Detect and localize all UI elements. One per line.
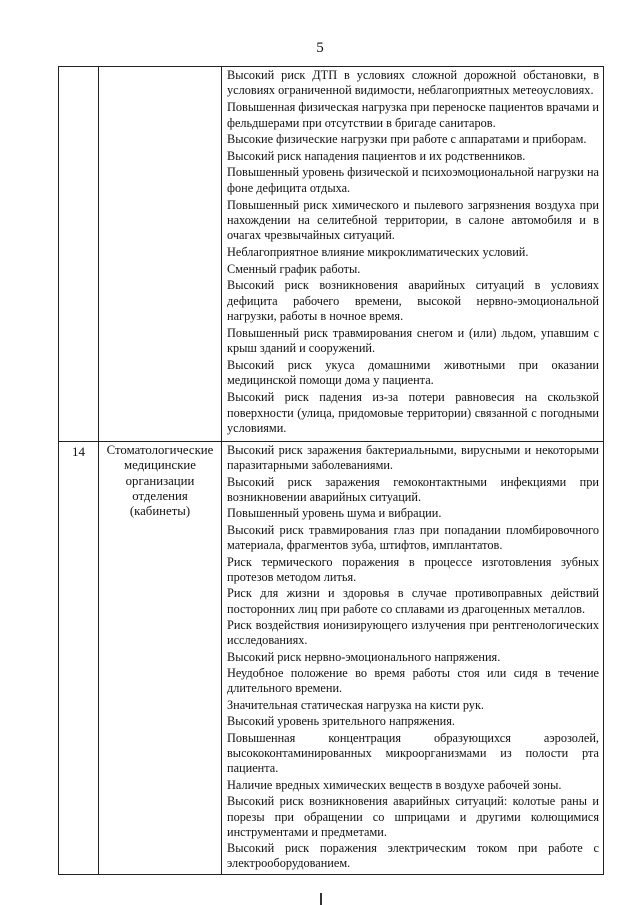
risk-item: Высокий риск нападения пациентов и их родственников. xyxy=(227,148,526,163)
table-row xyxy=(59,442,604,875)
row-number-cell xyxy=(59,67,99,442)
risk-item: Высокие физические нагрузки при работе с аппаратами и приборам. xyxy=(227,132,587,147)
risk-item: Повышенная концентрация образующихся аэрозолей, высококонтаминированных микроорганизмами из полости рта пациента. xyxy=(227,730,599,776)
risk-item: Неудобное положение во время работы стоя или сидя в течение длительного времени. xyxy=(227,666,599,696)
risk-item: Высокий риск поражения электрическим током при работе с электрооборудованием. xyxy=(227,841,599,871)
risk-item: Риск для жизни и здоровья в случае противоправных действий посторонних лиц при работе со сплавами из драгоценных металлов. xyxy=(227,586,599,616)
risk-item: Сменный график работы. xyxy=(227,261,361,276)
risk-table xyxy=(58,66,604,875)
risk-item: Высокий риск ДТП в условиях сложной дорожной обстановки, в условиях ограниченной видимости, неблагоприятных метеоусловиях. xyxy=(227,68,599,98)
risk-item: Значительная статическая нагрузка на кисти рук. xyxy=(227,697,485,712)
scan-margin-mark xyxy=(320,893,326,905)
risk-item: Высокий риск нервно-эмоционального напряжения. xyxy=(227,649,501,664)
risk-item: Высокий уровень зрительного напряжения. xyxy=(227,714,455,729)
risk-item: Высокий риск укуса домашними животными при оказании медицинской помощи дома у пациента. xyxy=(227,358,599,388)
table-row xyxy=(59,67,604,442)
risk-item: Высокий риск возникновения аварийных ситуаций в условиях дефицита рабочего времени, высокой нервно-эмоциональной нагрузки, работы в ночное время. xyxy=(227,278,599,324)
risk-item: Высокий риск заражения гемоконтактными инфекциями при возникновении аварийных ситуаций. xyxy=(227,474,599,504)
organization-line: (кабинеты) xyxy=(129,504,191,519)
organization-cell xyxy=(99,67,222,442)
risk-item: Высокий риск падения из-за потери равновесия на скользкой поверхности (улица, придомовые территории) связанной с погодными условиями. xyxy=(227,390,599,436)
risk-item: Риск воздействия ионизирующего излучения при рентгенологических исследованиях. xyxy=(227,618,599,648)
risk-item: Повышенная физическая нагрузка при переноске пациентов врачами и фельдшерами при отсутствии в бригаде санитаров. xyxy=(227,100,599,130)
risk-item: Повышенный уровень физической и психоэмоциональной нагрузки на фоне дефицита отдыха. xyxy=(227,165,599,195)
risk-item: Повышенный риск травмирования снегом и (или) льдом, упавшим с крыш зданий и сооружений. xyxy=(227,325,599,356)
risk-item: Повышенный уровень шума и вибрации. xyxy=(227,506,442,521)
risk-list-cell xyxy=(222,442,604,875)
risk-item: Риск термического поражения в процессе изготовления зубных протезов методом литья. xyxy=(227,554,599,584)
risk-item: Наличие вредных химических веществ в воздухе рабочей зоны. xyxy=(227,777,562,792)
risk-item: Повышенный риск химического и пылевого загрязнения воздуха при нахождении на селитебной территории, в салоне автомобиля и в очагах чрезвычайных ситуаций. xyxy=(227,197,599,243)
organization-line: отделения xyxy=(132,488,188,503)
row-number-cell: 14 xyxy=(59,442,99,875)
risk-list-cell xyxy=(222,67,604,442)
risk-item: Неблагоприятное влияние микроклиматических условий. xyxy=(227,245,529,260)
risk-item: Высокий риск возникновения аварийных ситуаций: колотые раны и порезы при обращении со шприцами и другими колющимися инструментами и предметами. xyxy=(227,794,599,839)
organization-line: организации xyxy=(125,473,195,488)
risk-item: Высокий риск травмирования глаз при попадании пломбировочного материала, фрагментов зуба, штифтов, имплантатов. xyxy=(227,522,599,553)
organization-line: Стоматологические xyxy=(106,443,214,457)
organization-cell xyxy=(99,442,222,875)
page-number: 5 xyxy=(316,40,324,56)
risk-item: Высокий риск заражения бактериальными, вирусными и некоторыми паразитарными заболеваниями. xyxy=(227,443,599,473)
organization-line: медицинские xyxy=(124,458,196,473)
